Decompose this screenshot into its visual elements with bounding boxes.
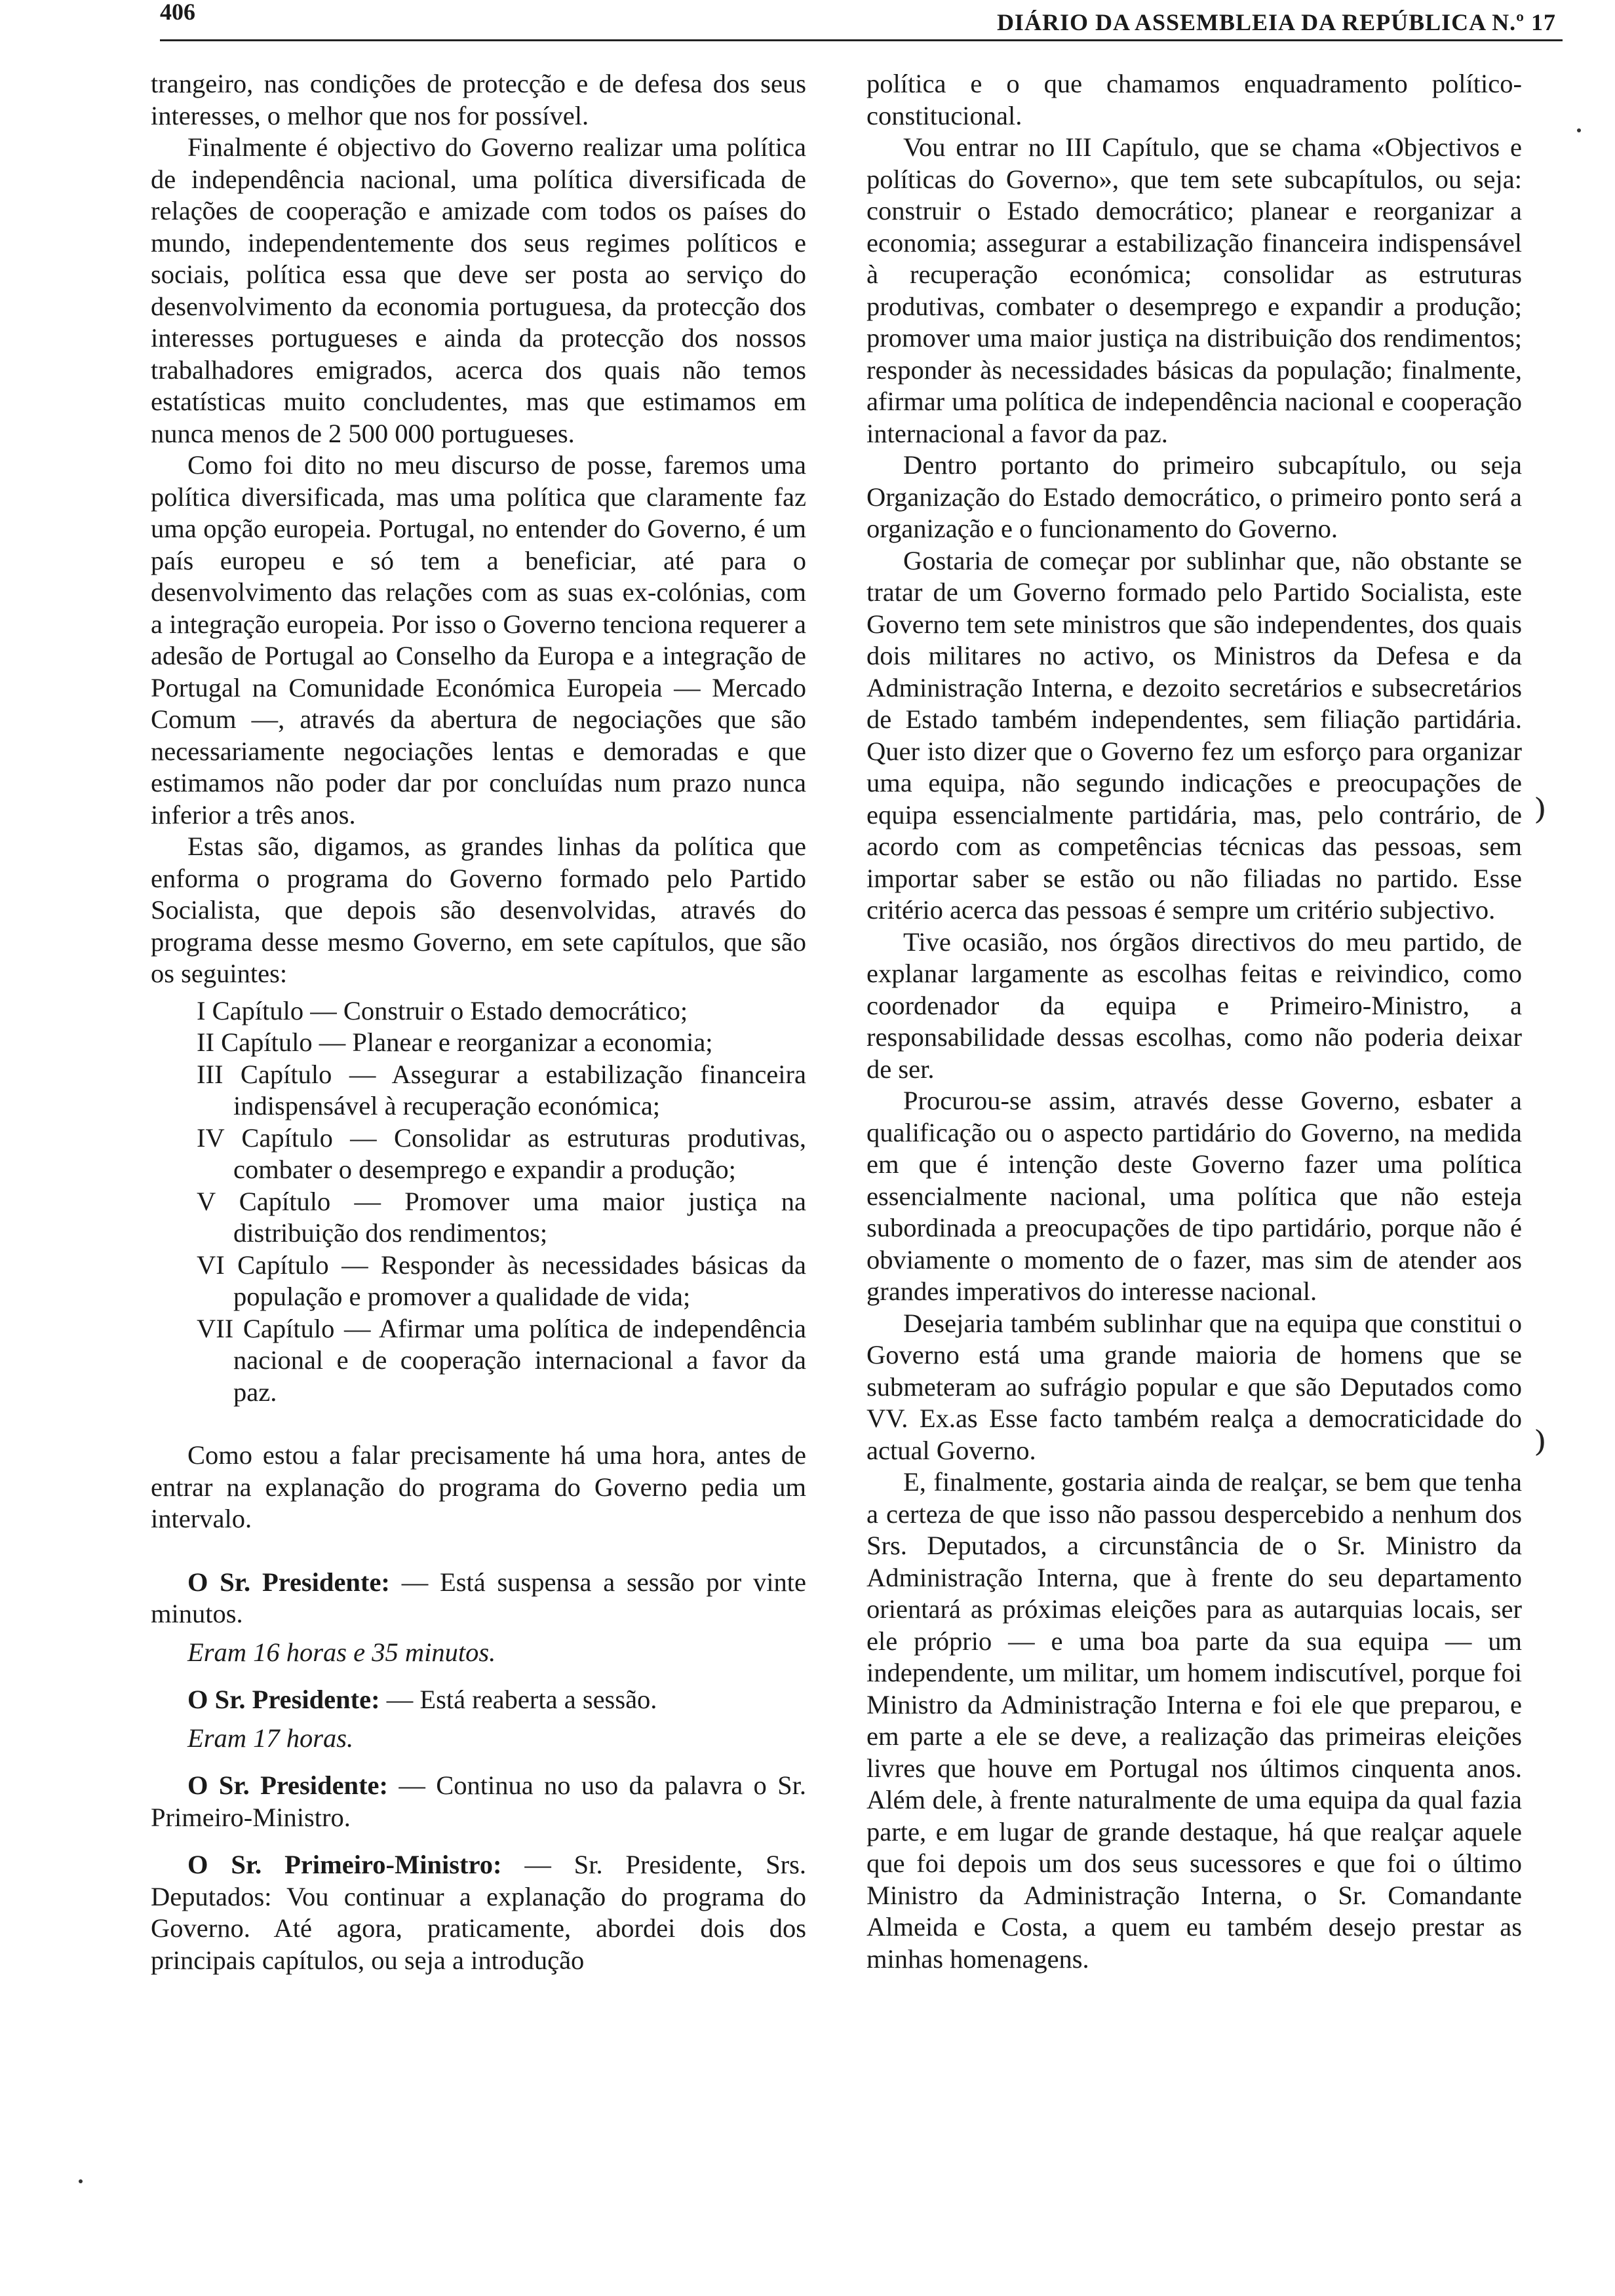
paragraph: Vou entrar no III Capítulo, que se chama «Objectivos e políticas do Governo», que tem sete subcapítulos, ou seja: construir o Estado democrático; planear e reorganizar a economia; assegurar a estabilização financeira indispensável à recuperação económica; consolidar as estruturas produtivas, combater o desemprego e expandir a produção; promover uma maior justiça na distribuição dos rendimentos; responder às necessidades básicas da população; finalmente, afirmar uma política de independência nacional e cooperação internacional a favor da paz. [866, 132, 1522, 448]
paragraph: E, finalmente, gostaria ainda de realçar, se bem que tenha a certeza de que isso não passou despercebido a nenhum dos Srs. Deputados, a circunstância de o Sr. Ministro da Administração Interna, que à frente do seu departamento orientará as próximas eleições para as autarquias locais, ser ele próprio — e uma boa parte da sua equipa — um independente, um militar, um homem indiscutível, porque foi Ministro da Administração Interna e foi ele que preparou, e em parte a ele se deve, a realização das primeiras eleições livres que houve em Portugal nos últimos cinquenta anos. Além dele, à frente naturalmente de uma equipa da qual fazia parte, e em lugar de grande destaque, há que realçar aquele que foi depois um dos seus sucessores e que foi o último Ministro da Administração Interna, o Sr. Comandante Almeida e Costa, a quem eu também desejo prestar as minhas homenagens. [866, 1467, 1522, 1974]
speech-paragraph [151, 1684, 806, 1716]
paragraph: Desejaria também sublinhar que na equipa que constitui o Governo está uma grande maioria de homens que se submeteram ao sufrágio popular e que são Deputados como VV. Ex.as Esse facto também realça a democraticidade do actual Governo. [866, 1308, 1522, 1465]
speech-text: — Sr. Presidente, Srs. Deputados: Vou continuar a explanação do programa do Governo. Até agora, praticamente, abordei dois dos principais capítulos, ou seja a introdução [151, 1850, 806, 1975]
header-rule [160, 39, 1563, 41]
chapter-item: I Capítulo — Construir o Estado democrático; [197, 995, 688, 1025]
journal-title: DIÁRIO DA ASSEMBLEIA DA REPÚBLICA N.º 17 [996, 9, 1556, 35]
chapter-item: VI Capítulo — Responder às necessidades básicas da população e promover a qualidade de vida; [197, 1250, 806, 1311]
speaker-name: O Sr. Presidente: [187, 1567, 390, 1597]
left-column [151, 68, 806, 1976]
margin-bracket-icon: ⁾ [1534, 790, 1547, 848]
right-column [866, 68, 1522, 1975]
speaker-name: O Sr. Primeiro-Ministro: [187, 1850, 502, 1879]
scan-speck [79, 2179, 83, 2183]
chapter-item: V Capítulo — Promover uma maior justiça na distribuição dos rendimentos; [197, 1186, 806, 1248]
session-note: Eram 16 horas e 35 minutos. [187, 1637, 496, 1667]
chapter-item: II Capítulo — Planear e reorganizar a economia; [197, 1027, 713, 1057]
session-note: Eram 17 horas. [187, 1723, 354, 1753]
speaker-name: O Sr. Presidente: [187, 1770, 389, 1800]
speech-paragraph [151, 1849, 806, 1976]
speech-paragraph [151, 1770, 806, 1833]
chapter-item: VII Capítulo — Afirmar uma política de independência nacional e de cooperação internacional a favor da paz. [197, 1313, 806, 1407]
paragraph: Finalmente é objectivo do Governo realizar uma política de independência nacional, uma política diversificada de relações de cooperação e amizade com todos os países do mundo, independentemente dos seus regimes políticos e sociais, política essa que deve ser posta ao serviço do desenvolvimento da economia portuguesa, da protecção dos interesses portugueses e ainda da protecção dos nossos trabalhadores emigrados, acerca dos quais não temos estatísticas muito concludentes, mas que estimamos em nunca menos de 2 500 000 portugueses. [151, 132, 806, 448]
chapter-item: IV Capítulo — Consolidar as estruturas produtivas, combater o desemprego e expandir a produção; [197, 1122, 806, 1184]
paragraph: Dentro portanto do primeiro subcapítulo, ou seja Organização do Estado democrático, o primeiro ponto será a organização e o funcionamento do Governo. [866, 450, 1522, 543]
scan-speck [1577, 128, 1581, 132]
paragraph: Procurou-se assim, através desse Governo, esbater a qualificação ou o aspecto partidário do Governo, na medida em que é intenção deste Governo fazer uma política essencialmente nacional, uma política que não esteja subordinada a preocupações de tipo partidário, porque não é obviamente o momento de o fazer, mas sim de atender aos grandes imperativos do interesse nacional. [866, 1086, 1522, 1306]
speech-text: — Está reaberta a sessão. [379, 1685, 657, 1714]
paragraph: Estas são, digamos, as grandes linhas da política que enforma o programa do Governo formado pelo Partido Socialista, que depois são desenvolvidas, através do programa desse mesmo Governo, em sete capítulos, que são os seguintes: [151, 832, 806, 988]
speech-text: — Continua no uso da palavra o Sr. Primeiro-Ministro. [151, 1770, 806, 1832]
chapter-item: III Capítulo — Assegurar a estabilização financeira indispensável à recuperação económica; [197, 1059, 806, 1120]
paragraph: trangeiro, nas condições de protecção e de defesa dos seus interesses, o melhor que nos for possível. [151, 69, 806, 130]
paragraph: política e o que chamamos enquadramento político-constitucional. [866, 69, 1522, 130]
speaker-name: O Sr. Presidente: [187, 1685, 380, 1714]
paragraph: Como foi dito no meu discurso de posse, faremos uma política diversificada, mas uma política que claramente faz uma opção europeia. Portugal, no entender do Governo, é um país europeu e só tem a beneficiar, até para o desenvolvimento das relações com as suas ex-colónias, com a integração europeia. Por isso o Governo tenciona requerer a adesão de Portugal ao Conselho da Europa e a integração de Portugal na Comunidade Económica Europeia — Mercado Comum —, através da abertura de negociações que são necessariamente negociações lentas e demoradas e que estimamos não poder dar por concluídas num prazo nunca inferior a três anos. [151, 450, 806, 830]
chapter-list [197, 995, 806, 1409]
paragraph: Como estou a falar precisamente há uma hora, antes de entrar na explanação do programa do Governo pedia um intervalo. [151, 1440, 806, 1533]
paragraph: Gostaria de começar por sublinhar que, não obstante se tratar de um Governo formado pelo Partido Socialista, este Governo tem sete ministros que são independentes, dos quais dois militares no activo, os Ministros da Defesa e da Administração Interna, e dezoito secretários e subsecretários de Estado também independentes, sem filiação partidária. Quer isto dizer que o Governo fez um esforço para organizar uma equipa, não segundo indicações e preocupações de equipa essencialmente partidária, mas, pelo contrário, de acordo com as competências técnicas das pessoas, sem importar saber se estão ou não filiadas no partido. Esse critério acerca das pessoas é sempre um critério subjectivo. [866, 545, 1522, 925]
page-header [160, 0, 1556, 38]
speech-text: — Está suspensa a sessão por vinte minutos. [151, 1567, 807, 1628]
paragraph: Tive ocasião, nos órgãos directivos do meu partido, de explanar largamente as escolhas feitas e reivindico, como coordenador da equipa e Primeiro-Ministro, a responsabilidade dessas escolhas, como não poderia deixar de ser. [866, 927, 1522, 1084]
page-number: 406 [160, 0, 195, 25]
margin-bracket-icon: ⁾ [1534, 1423, 1547, 1480]
speech-paragraph [151, 1567, 806, 1630]
